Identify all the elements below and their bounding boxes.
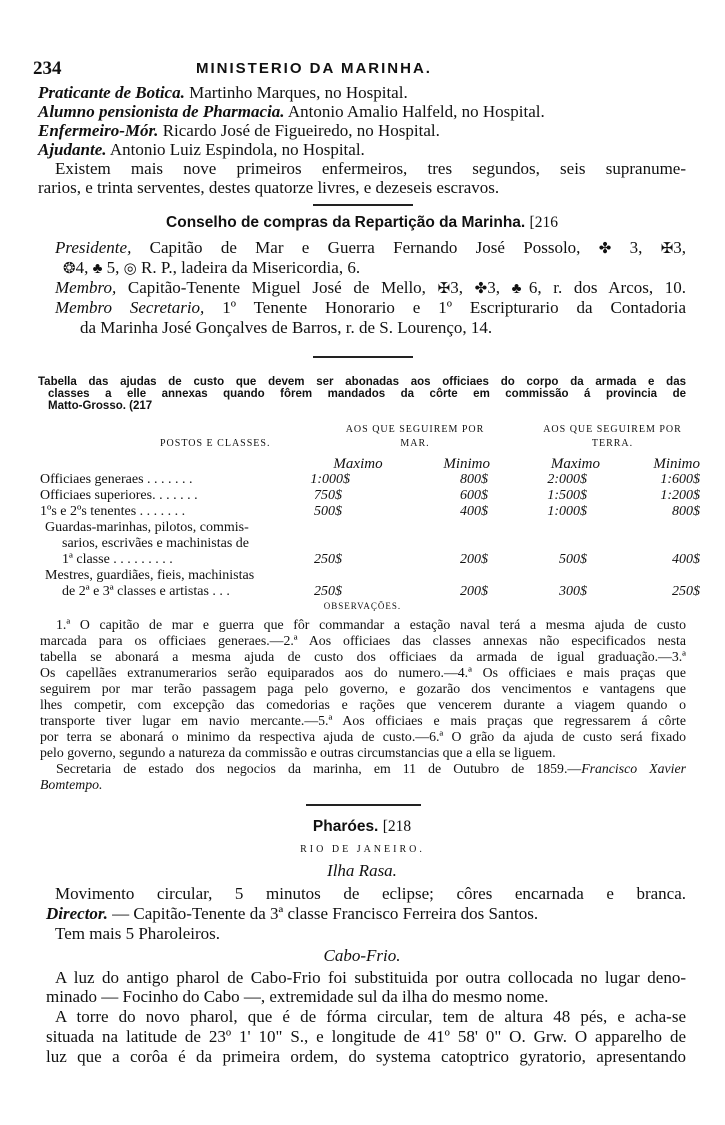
observation-line: transporte tiver lugar em navio mercante.—5.ª Aos officiaes e mais praças que regressarem á côrte bbox=[40, 713, 686, 728]
cell-mar-maximo: 750$ bbox=[314, 488, 342, 503]
cell-terra-maximo: 500$ bbox=[559, 552, 587, 567]
lighthouse-text: situada na latitude de 23º 1' 10" S., e longitude de 41º 58' 0" O. Grw. O apparelho de bbox=[46, 1027, 686, 1046]
presidente-line-2 bbox=[63, 258, 686, 277]
decoration-grade: 5, bbox=[106, 258, 120, 277]
lighthouse-text: Movimento circular, 5 minutos de eclipse; côres encarnada e branca. bbox=[55, 884, 686, 903]
order-star-icon: ♣ bbox=[511, 281, 529, 297]
cell-terra-maximo: 1:000$ bbox=[547, 504, 587, 519]
observation-line: pelo governo, segundo a natureza da commissão e outras circumstancias que a ella se liguem. bbox=[40, 745, 556, 760]
running-title: MINISTERIO DA MARINHA. bbox=[196, 60, 432, 77]
staff-entry bbox=[38, 121, 686, 140]
director-text: — Capitão-Tenente da 3ª classe Francisco Ferreira dos Santos. bbox=[112, 904, 539, 923]
entry-text: Antonio Amalio Halfeld, no Hospital. bbox=[287, 102, 545, 121]
header-line: AOS QUE SEGUIREM POR bbox=[345, 424, 485, 435]
row-label: Guardas-marinhas, pilotos, commis- bbox=[45, 520, 249, 535]
role: Ajudante. bbox=[38, 140, 107, 159]
secretario-line bbox=[55, 298, 686, 317]
cell-mar-minimo: 400$ bbox=[460, 504, 488, 519]
entry-text: Antonio Luiz Espindola, no Hospital. bbox=[109, 140, 365, 159]
order-cross-icon: ✠ bbox=[660, 241, 674, 257]
observation-line: marcada para os officiaes generaes.—2.ª Aos officiaes das classes annexas não especificados nesta bbox=[40, 633, 686, 648]
row-label: Officiaes generaes . . . . . . . bbox=[40, 472, 193, 487]
cell-mar-minimo: 600$ bbox=[460, 488, 488, 503]
decoration-grade: 3, bbox=[487, 278, 500, 297]
section-title-text: Conselho de compras da Repartição da Marinha. bbox=[166, 214, 526, 231]
member-name: Capitão de Mar e Guerra Fernando José Possolo, bbox=[149, 238, 581, 257]
table-title-line: classes a elle annexas quando fôrem mandados da côrte em commissão á provincia de bbox=[48, 388, 686, 400]
subheader-maximo: Maximo bbox=[333, 456, 383, 472]
observation-line: lhes competir, com excepção das comedorias e rações que vencerem durante a viagem quando o bbox=[40, 697, 686, 712]
role: Presidente, bbox=[55, 238, 132, 257]
staff-entry bbox=[38, 83, 686, 102]
role: Membro Secretario, bbox=[55, 298, 205, 317]
cell-mar-maximo: 1:000$ bbox=[310, 472, 350, 487]
role: Enfermeiro-Mór. bbox=[38, 121, 159, 140]
cell-terra-maximo: 2:000$ bbox=[547, 472, 587, 487]
staff-entry bbox=[38, 140, 686, 159]
lighthouse-title: Cabo-Frio. bbox=[323, 946, 401, 965]
member-name: Capitão-Tenente Miguel José de Mello, bbox=[127, 278, 426, 297]
observation-line: por terra se abonará o minimo da respectiva ajuda de custo.—6.ª O grão da ajuda de custo será fixado bbox=[40, 729, 686, 744]
cell-mar-maximo: 250$ bbox=[314, 552, 342, 567]
section-title-text: Pharóes. bbox=[312, 818, 379, 835]
role: Praticante de Botica. bbox=[38, 83, 185, 102]
section-divider bbox=[313, 204, 413, 206]
role: Membro, bbox=[55, 278, 117, 297]
role: Alumno pensionista de Pharmacia. bbox=[38, 102, 285, 121]
cell-mar-maximo: 500$ bbox=[314, 504, 342, 519]
header-line: AOS QUE SEGUIREM POR bbox=[543, 424, 682, 435]
note-line: rarios, e trinta serventes, destes quatorze livres, e dezeseis escravos. bbox=[38, 178, 500, 197]
lighthouse-text: A torre do novo pharol, que é de fórma circular, tem de altura 48 pés, e acha-se bbox=[55, 1007, 686, 1026]
subheader-maximo: Maximo bbox=[550, 456, 600, 472]
row-label: 1ºs e 2ºs tenentes . . . . . . . bbox=[40, 504, 186, 519]
signature-name-2: Bomtempo. bbox=[40, 777, 103, 792]
section-ref: [218 bbox=[382, 818, 412, 835]
table-title-line: Matto-Grosso. (217 bbox=[48, 400, 153, 412]
entry-text: Martinho Marques, no Hospital. bbox=[189, 83, 408, 102]
lighthouse-text: Tem mais 5 Pharoleiros. bbox=[55, 924, 221, 943]
lighthouse-text: A luz do antigo pharol de Cabo-Frio foi substituida por outra collocada no lugar deno- bbox=[55, 968, 686, 987]
section-title bbox=[38, 817, 686, 836]
page-number: 234 bbox=[33, 58, 62, 79]
signature-text: Secretaria de estado dos negocios da marinha, em 11 de Outubro de 1859.— bbox=[56, 761, 582, 776]
table-title-line: Tabella das ajudas de custo que devem ser abonadas aos officiaes do corpo da armada e das bbox=[38, 376, 686, 388]
section-divider bbox=[306, 804, 421, 806]
order-cross-icon: ✠ bbox=[437, 281, 451, 297]
column-header-terra bbox=[520, 424, 705, 449]
order-star-icon: ♣ bbox=[92, 261, 103, 277]
section-ref: [216 bbox=[529, 214, 558, 231]
observation-line: tabella se abonará a mesma ajuda de custo dos officiaes da armada de igual graduação.—3.ª bbox=[40, 649, 686, 664]
member-name: 1º Tenente Honorario e 1º Escripturario da Contadoria bbox=[222, 298, 687, 317]
observation-line: Os capellães extranumerarios serão equiparados aos do numero.—4.ª Os officiaes e mais praças que bbox=[40, 665, 686, 680]
decoration-grade: 4, bbox=[75, 258, 89, 277]
cell-terra-minimo: 250$ bbox=[672, 584, 700, 599]
cell-terra-minimo: 1:600$ bbox=[660, 472, 700, 487]
header-line: MAR. bbox=[400, 438, 430, 449]
cell-mar-maximo: 250$ bbox=[314, 584, 342, 599]
cell-mar-minimo: 800$ bbox=[460, 472, 488, 487]
column-header-mar bbox=[330, 424, 500, 449]
order-rose-icon: ✤ bbox=[474, 281, 488, 297]
row-label: sarios, escrivães e machinistas de bbox=[62, 536, 249, 551]
observation-line: 1.ª O capitão de mar e guerra que fôr commandar a estação naval terá a mesma ajuda de custo bbox=[56, 617, 686, 632]
role: Director. bbox=[46, 904, 108, 923]
address: r. dos Arcos, 10. bbox=[553, 278, 687, 297]
observacoes-title: OBSERVAÇÕES. bbox=[323, 601, 402, 611]
section-title bbox=[38, 213, 686, 232]
signature-name: Francisco Xavier bbox=[581, 761, 686, 776]
cell-mar-minimo: 200$ bbox=[460, 584, 488, 599]
region-title: RIO DE JANEIRO. bbox=[300, 844, 425, 855]
order-rose-icon: ✤ bbox=[598, 241, 612, 257]
cell-terra-minimo: 800$ bbox=[672, 504, 700, 519]
subheader-minimo: Minimo bbox=[653, 456, 700, 472]
address: R. P., ladeira da Misericordia, 6. bbox=[141, 258, 361, 277]
entry-text: Ricardo José de Figueiredo, no Hospital. bbox=[162, 121, 440, 140]
secretario-line-2: da Marinha José Gonçalves de Barros, r. de S. Lourenço, 14. bbox=[80, 318, 493, 337]
membro-line bbox=[55, 278, 686, 297]
decoration-grade: 3, bbox=[629, 238, 643, 257]
decoration-grade: 3, bbox=[450, 278, 463, 297]
cell-terra-minimo: 1:200$ bbox=[660, 488, 700, 503]
observation-line: seguirem por mar terão passagem paga pelo governo, e gozarão dos vencimentos e vantagens que bbox=[40, 681, 686, 696]
decoration-grade: 3, bbox=[673, 238, 687, 257]
decoration-grade: 6, bbox=[528, 278, 542, 297]
signature-line bbox=[56, 761, 686, 777]
row-label: Officiaes superiores. . . . . . . bbox=[40, 488, 198, 503]
row-label: de 2ª e 3ª classes e artistas . . . bbox=[62, 584, 230, 599]
column-header-postos: POSTOS E CLASSES. bbox=[160, 438, 271, 449]
order-medal-icon: ❂ bbox=[63, 261, 76, 277]
staff-entry bbox=[38, 102, 686, 121]
subheader-minimo: Minimo bbox=[443, 456, 490, 472]
cell-terra-maximo: 300$ bbox=[559, 584, 587, 599]
note-line: Existem mais nove primeiros enfermeiros, tres segundos, seis supranume- bbox=[55, 159, 686, 178]
cell-terra-maximo: 1:500$ bbox=[547, 488, 587, 503]
lighthouse-text: luz que a corôa é da primeira ordem, do systema catoptrico gyratorio, apresentando bbox=[46, 1047, 686, 1066]
presidente-line bbox=[55, 238, 686, 257]
header-line: TERRA. bbox=[591, 438, 634, 449]
lighthouse-title: Ilha Rasa. bbox=[327, 861, 397, 880]
cell-terra-minimo: 400$ bbox=[672, 552, 700, 567]
director-line bbox=[46, 904, 694, 923]
cell-mar-minimo: 200$ bbox=[460, 552, 488, 567]
row-label: 1ª classe . . . . . . . . . bbox=[62, 552, 173, 567]
lighthouse-text: minado — Focinho do Cabo —, extremidade sul da ilha do mesmo nome. bbox=[46, 987, 549, 1006]
order-circle-icon: ◎ bbox=[123, 261, 137, 277]
row-label: Mestres, guardiães, fieis, machinistas bbox=[45, 568, 255, 583]
section-divider bbox=[313, 356, 413, 358]
